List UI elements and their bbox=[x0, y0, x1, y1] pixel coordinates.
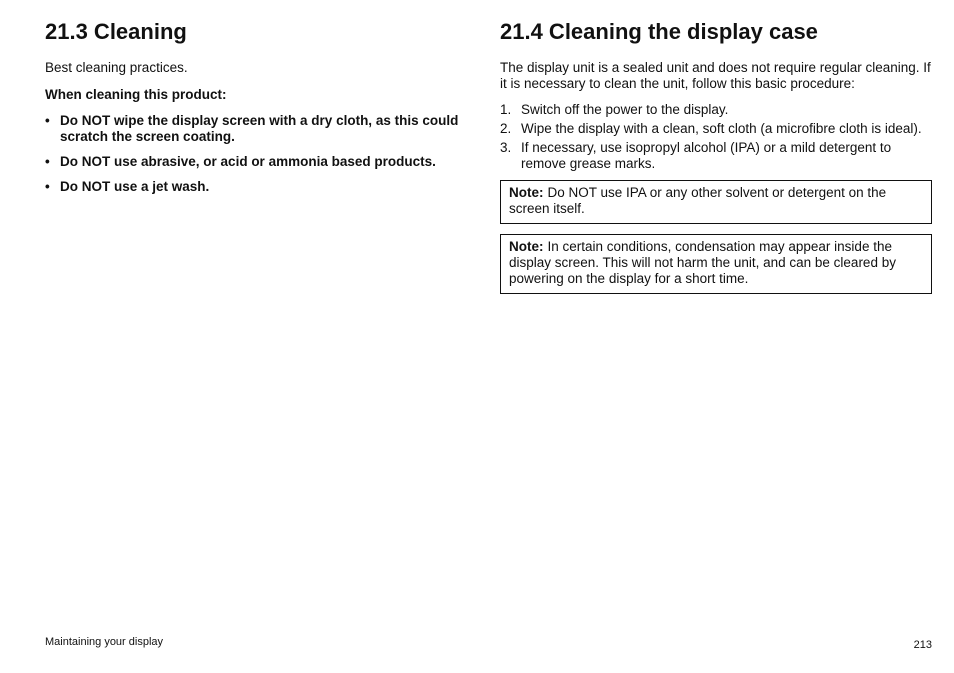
list-item-text: Do NOT use abrasive, or acid or ammonia based products. bbox=[60, 154, 436, 169]
section-cleaning bbox=[45, 18, 475, 204]
step-text: If necessary, use isopropyl alcohol (IPA) or a mild detergent to remove grease marks. bbox=[521, 140, 892, 171]
footer-section-title: Maintaining your display bbox=[45, 636, 164, 648]
note-box bbox=[500, 234, 932, 294]
list-item-text: Do NOT use a jet wash. bbox=[60, 179, 210, 194]
note-text: Do NOT use IPA or any other solvent or detergent on the screen itself. bbox=[509, 185, 887, 216]
list-item bbox=[500, 121, 932, 137]
note-box bbox=[500, 180, 932, 224]
list-item-text: Do NOT wipe the display screen with a dry cloth, as this could scratch the screen coating. bbox=[60, 113, 459, 144]
list-item bbox=[500, 140, 932, 172]
list-item bbox=[45, 113, 475, 145]
step-text: Wipe the display with a clean, soft cloth (a microfibre cloth is ideal). bbox=[521, 121, 922, 136]
section-heading: 21.3 Cleaning bbox=[45, 19, 187, 44]
list-item bbox=[45, 154, 475, 170]
step-number: 3. bbox=[500, 140, 512, 155]
bullet-marker: • bbox=[45, 113, 50, 128]
step-number: 2. bbox=[500, 121, 512, 136]
step-number: 1. bbox=[500, 102, 512, 117]
page-number: 213 bbox=[913, 639, 932, 651]
note-label: Note: bbox=[509, 185, 544, 200]
step-text: Switch off the power to the display. bbox=[521, 102, 729, 117]
list-item bbox=[45, 179, 475, 195]
section-cleaning-display-case bbox=[500, 18, 932, 294]
note-label: Note: bbox=[509, 239, 544, 254]
section-heading: 21.4 Cleaning the display case bbox=[500, 19, 818, 44]
intro-text: The display unit is a sealed unit and does not require regular cleaning. If it is necessary to clean the unit, follow this basic procedure: bbox=[500, 60, 931, 91]
list-item bbox=[500, 102, 932, 118]
procedure-steps bbox=[500, 102, 932, 172]
lead-text: When cleaning this product: bbox=[45, 87, 227, 102]
intro-text: Best cleaning practices. bbox=[45, 60, 188, 75]
bullet-marker: • bbox=[45, 154, 50, 169]
bullet-marker: • bbox=[45, 179, 50, 194]
note-text: In certain conditions, condensation may appear inside the display screen. This will not harm the unit, and can be cleared by powering on the display for a short time. bbox=[509, 239, 896, 286]
bullet-list bbox=[45, 113, 475, 195]
